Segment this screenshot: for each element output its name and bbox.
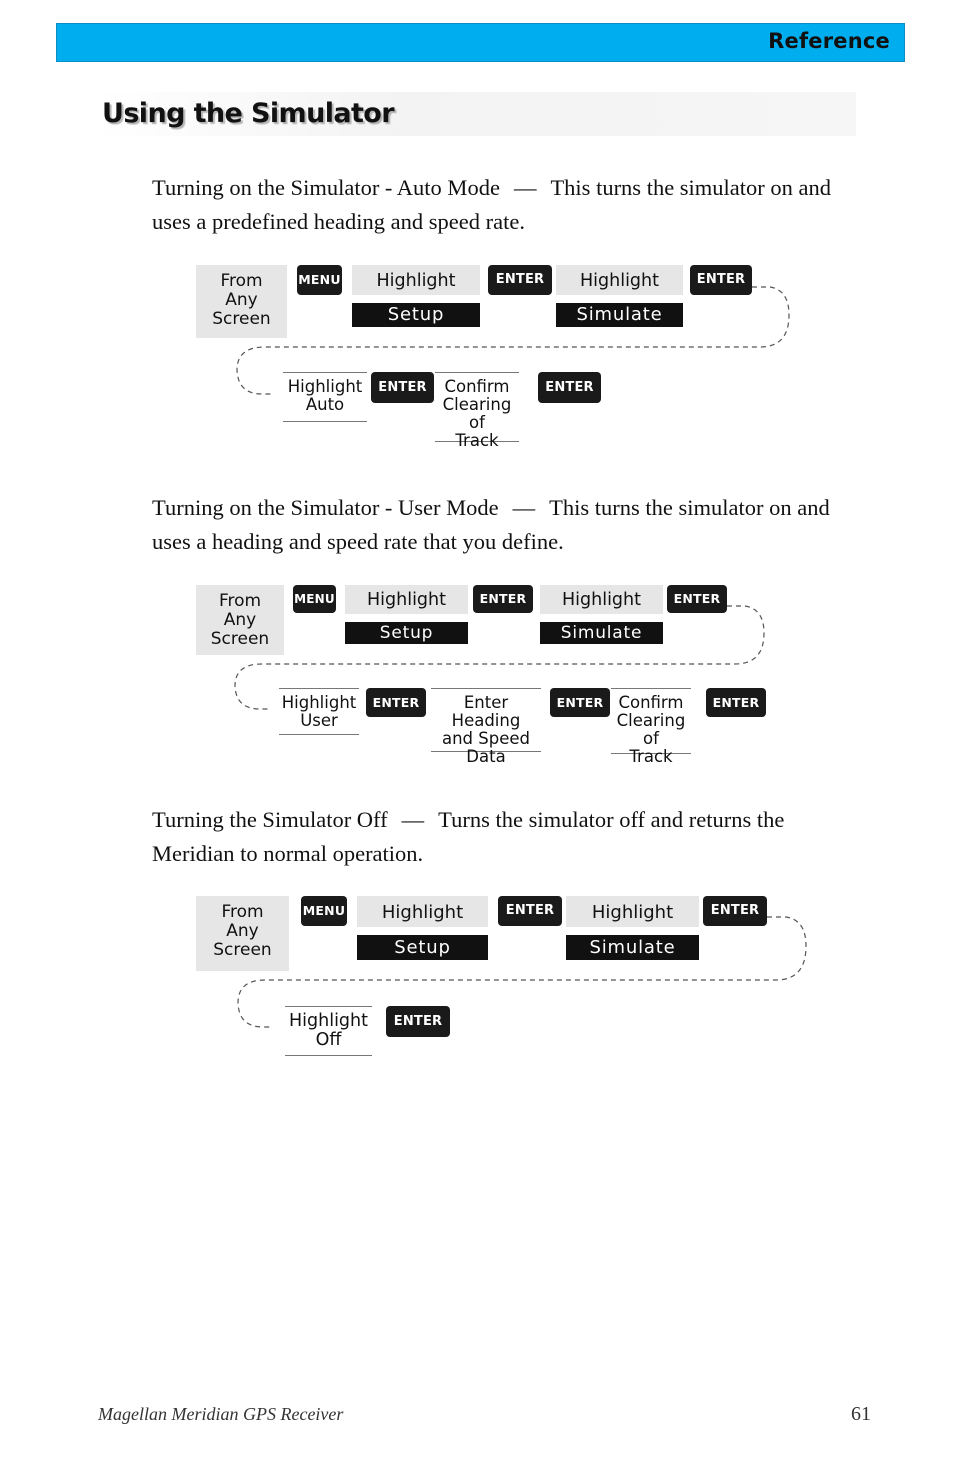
section-description: This turns the simulator on and uses a predefined heading and speed rate. <box>152 175 832 234</box>
simulate-option: Simulate <box>540 622 663 644</box>
start-line: Screen <box>213 940 272 960</box>
start-line: Any <box>226 921 259 941</box>
enter-key: ENTER <box>386 1006 450 1037</box>
highlight-label: Highlight <box>556 265 683 295</box>
setup-option: Setup <box>352 303 480 327</box>
step-line: and Speed <box>441 729 530 748</box>
enter-key: ENTER <box>366 688 426 717</box>
em-dash: — <box>401 807 425 832</box>
menu-key: MENU <box>301 896 347 926</box>
step-line: Confirm <box>444 377 510 396</box>
step-line: Clearing of <box>616 711 686 748</box>
enter-key: ENTER <box>550 688 610 717</box>
simulate-option: Simulate <box>566 935 699 960</box>
simulate-option: Simulate <box>556 303 683 327</box>
step-line: Clearing of <box>442 395 512 432</box>
enter-key: ENTER <box>690 265 752 295</box>
page-number: 61 <box>851 1403 871 1425</box>
highlight-label: Highlight <box>352 265 480 295</box>
step-line: Auto <box>305 395 345 414</box>
enter-key: ENTER <box>538 372 601 403</box>
section-heading: Turning on the Simulator - User Mode <box>152 495 499 520</box>
highlight-label: Highlight <box>540 585 663 614</box>
setup-option: Setup <box>357 935 488 960</box>
highlight-label: Highlight <box>357 896 488 927</box>
enter-key: ENTER <box>488 265 552 295</box>
start-line: From <box>218 591 262 611</box>
step-line: Highlight <box>281 693 357 712</box>
step-line: Confirm <box>618 693 684 712</box>
setup-option: Setup <box>345 622 468 644</box>
page-title: Using the Simulator <box>102 98 394 129</box>
step-line: User <box>300 711 338 730</box>
start-line: Any <box>223 610 257 630</box>
start-line: From <box>221 902 264 922</box>
section-description: Turns the simulator off and returns the Meridian to normal operation. <box>152 807 785 866</box>
step-line: Track <box>455 431 499 450</box>
em-dash: — <box>512 495 536 520</box>
menu-key: MENU <box>293 585 336 613</box>
start-line: From <box>220 271 263 291</box>
highlight-label: Highlight <box>345 585 468 614</box>
enter-key: ENTER <box>706 688 766 717</box>
section-label: Reference <box>768 29 890 53</box>
start-from-any-screen <box>196 896 289 971</box>
em-dash: — <box>513 175 537 200</box>
step-line: Enter Heading <box>451 693 521 730</box>
step-highlight-off <box>285 1006 372 1056</box>
footer-product-name: Magellan Meridian GPS Receiver <box>98 1404 344 1424</box>
step-line: Highlight <box>288 1011 368 1031</box>
step-line: Highlight <box>287 377 363 396</box>
enter-key: ENTER <box>703 896 767 926</box>
step-line: Off <box>315 1030 342 1050</box>
menu-key: MENU <box>297 265 342 295</box>
start-line: Screen <box>212 309 271 329</box>
enter-key: ENTER <box>371 372 434 403</box>
enter-key: ENTER <box>498 896 562 926</box>
highlight-label: Highlight <box>566 896 699 927</box>
enter-key: ENTER <box>473 585 533 613</box>
enter-key: ENTER <box>667 585 727 613</box>
step-line: Data <box>466 747 506 766</box>
section-heading: Turning the Simulator Off <box>152 807 388 832</box>
start-line: Any <box>225 290 258 310</box>
section-description: This turns the simulator on and uses a heading and speed rate that you define. <box>152 495 830 554</box>
start-line: Screen <box>210 629 270 649</box>
step-line: Track <box>629 747 673 766</box>
section-heading: Turning on the Simulator - Auto Mode <box>152 175 500 200</box>
